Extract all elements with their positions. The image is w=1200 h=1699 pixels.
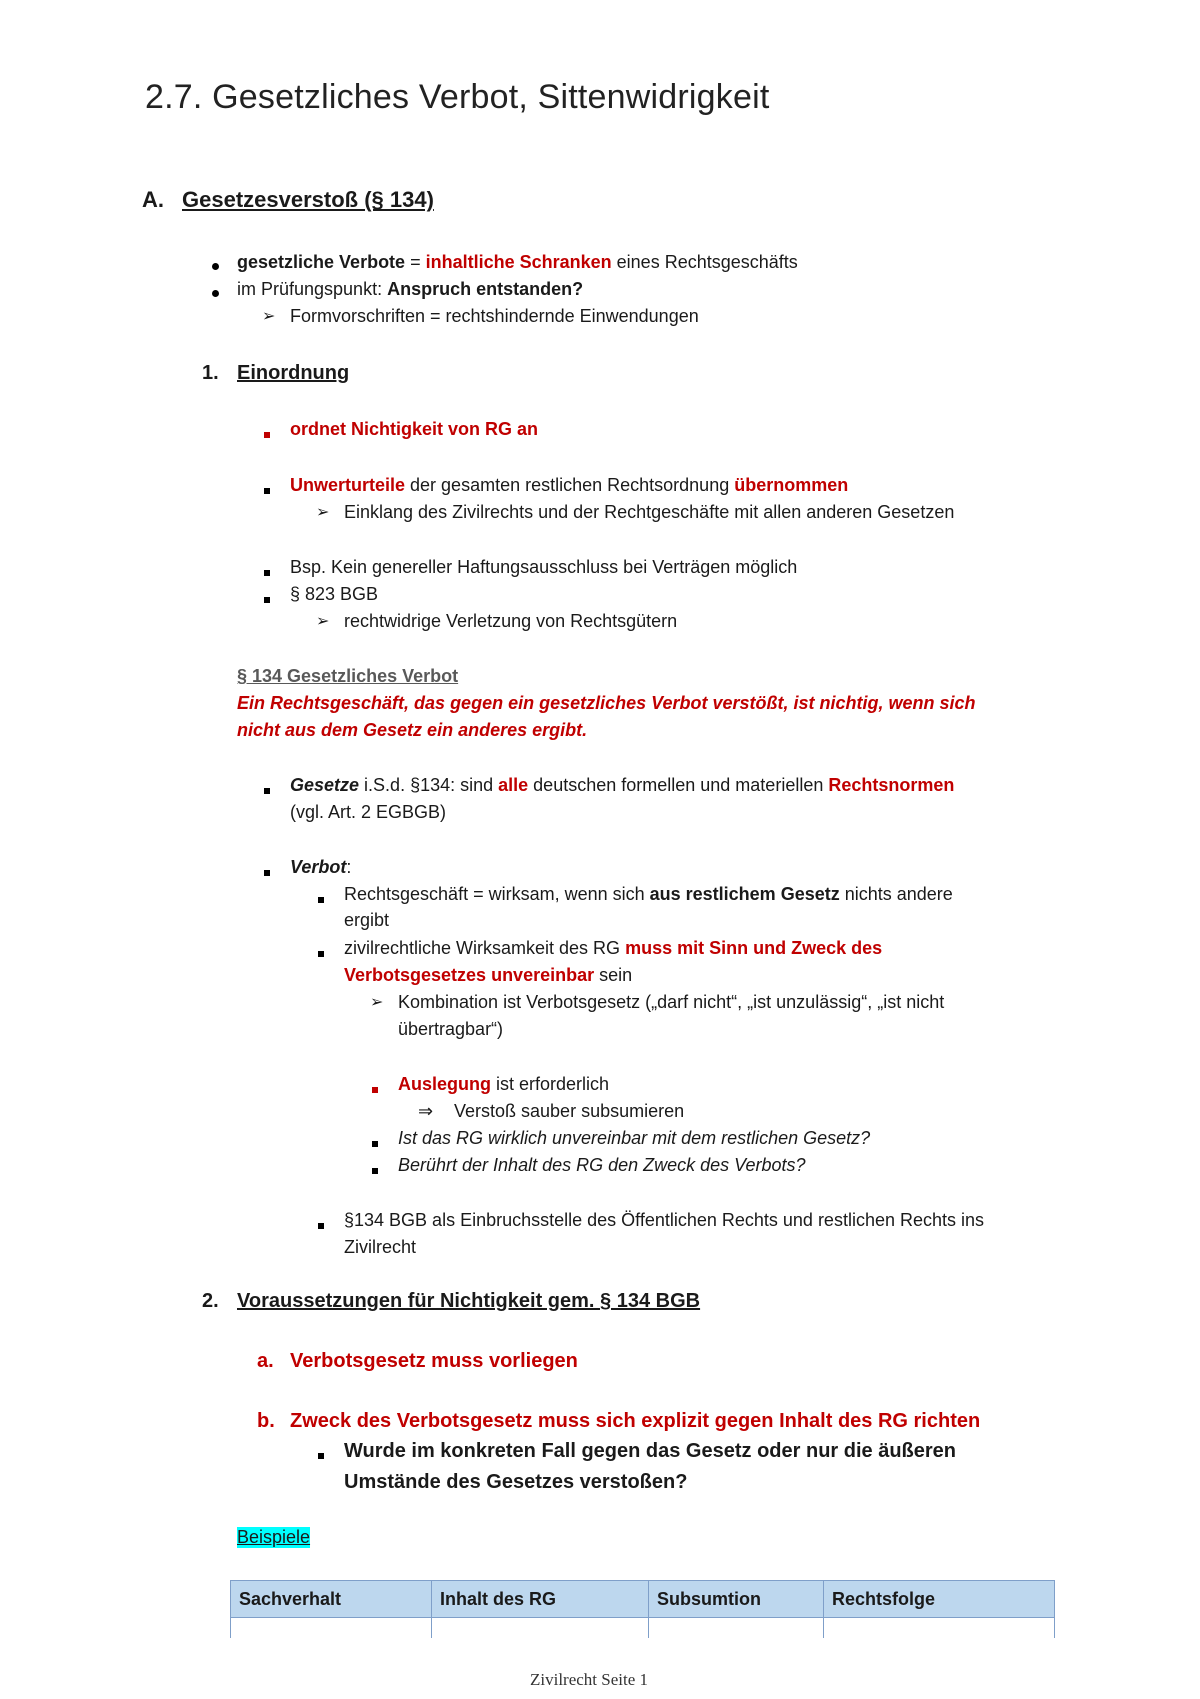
list-item: ordnet Nichtigkeit von RG an [290, 419, 539, 439]
arrow-bullet-icon: ➢ [262, 308, 276, 325]
square-bullet-icon [264, 563, 270, 579]
norm-text-line: Ein Rechtsgeschäft, das gegen ein gesetzliches Verbot verstößt, ist nichtig, wenn sich [237, 693, 976, 713]
table-row [231, 1618, 1055, 1639]
arrow-bullet-icon: ➢ [370, 994, 384, 1011]
bullet-disc-icon [212, 284, 219, 300]
section-a-number: A. [142, 187, 164, 212]
norm-text-line: nicht aus dem Gesetz ein anderes ergibt. [237, 720, 588, 740]
square-bullet-icon [318, 890, 324, 906]
list-item-continuation: übertragbar“) [398, 1019, 504, 1039]
bullet-disc-icon [212, 257, 219, 273]
list-item: Formvorschriften = rechtshindernde Einwendungen [290, 306, 699, 326]
table-cell [432, 1618, 649, 1639]
page-title: 2.7. Gesetzliches Verbot, Sittenwidrigkeit [145, 78, 770, 116]
table-header-cell: Inhalt des RG [432, 1581, 649, 1618]
list-item: Verbot: [290, 857, 352, 877]
section-2-heading: Voraussetzungen für Nichtigkeit gem. § 134 BGB [237, 1290, 701, 1312]
section-a-heading: Gesetzesverstoß (§ 134) [182, 187, 434, 212]
list-item-continuation: Verbotsgesetzes unvereinbar sein [344, 965, 633, 985]
page-footer: Zivilrecht Seite 1 [530, 1670, 649, 1689]
square-bullet-icon [372, 1161, 378, 1177]
square-bullet-icon [318, 944, 324, 960]
table-cell [231, 1618, 432, 1639]
list-item: Rechtsgeschäft = wirksam, wenn sich aus restlichem Gesetz nichts andere [344, 884, 953, 904]
list-item-continuation: ergibt [344, 910, 390, 930]
table-cell [824, 1618, 1055, 1639]
arrow-bullet-icon: ➢ [316, 504, 330, 521]
norm-title: § 134 Gesetzliches Verbot [237, 666, 459, 686]
list-item: Kombination ist Verbotsgesetz („darf nicht“, „ist unzulässig“, „ist nicht [398, 992, 945, 1012]
list-item: Gesetze i.S.d. §134: sind alle deutschen formellen und materiellen Rechtsnormen [290, 775, 955, 795]
list-item: Ist das RG wirklich unvereinbar mit dem restlichen Gesetz? [398, 1128, 871, 1148]
subsection-a-text: Verbotsgesetz muss vorliegen [290, 1350, 578, 1372]
list-item: Bsp. Kein genereller Haftungsausschluss bei Verträgen möglich [290, 557, 798, 577]
list-item: Unwerturteile der gesamten restlichen Rechtsordnung übernommen [290, 475, 849, 495]
arrow-bullet-icon: ➢ [316, 613, 330, 630]
square-bullet-icon [318, 1216, 324, 1232]
subsection-b-number: b. [257, 1410, 275, 1432]
section-2-number: 2. [202, 1290, 219, 1312]
list-item: Auslegung ist erforderlich [398, 1074, 610, 1094]
list-item-continuation: Umstände des Gesetzes verstoßen? [344, 1471, 688, 1493]
subsection-a-number: a. [257, 1350, 274, 1372]
section-1-heading: Einordnung [237, 362, 350, 384]
table-header-row [231, 1581, 1055, 1618]
list-item: §134 BGB als Einbruchsstelle des Öffentlichen Rechts und restlichen Rechts ins [344, 1210, 985, 1230]
list-item: Verstoß sauber subsumieren [454, 1101, 685, 1121]
subsection-b-text: Zweck des Verbotsgesetz muss sich explizit gegen Inhalt des RG richten [290, 1410, 981, 1432]
table-header-cell: Rechtsfolge [824, 1581, 1055, 1618]
list-item: Einklang des Zivilrechts und der Rechtgeschäfte mit allen anderen Gesetzen [344, 502, 955, 522]
square-bullet-icon [318, 1446, 324, 1462]
section-1-number: 1. [202, 362, 219, 384]
list-item: § 823 BGB [290, 584, 379, 604]
list-item: gesetzliche Verbote = inhaltliche Schranken eines Rechtsgeschäfts [237, 252, 798, 272]
square-bullet-icon [264, 781, 270, 797]
examples-table [230, 1580, 1055, 1638]
square-bullet-icon [264, 425, 270, 441]
square-bullet-icon [372, 1080, 378, 1096]
list-item: im Prüfungspunkt: Anspruch entstanden? [237, 279, 584, 299]
list-item-continuation: (vgl. Art. 2 EGBGB) [290, 802, 447, 822]
list-item: rechtwidrige Verletzung von Rechtsgütern [344, 611, 678, 631]
list-item-continuation: Zivilrecht [344, 1237, 417, 1257]
examples-label: Beispiele [237, 1527, 311, 1547]
table-header-cell: Subsumtion [649, 1581, 824, 1618]
square-bullet-icon [372, 1134, 378, 1150]
table-header-cell: Sachverhalt [231, 1581, 432, 1618]
list-item: Wurde im konkreten Fall gegen das Gesetz oder nur die äußeren [344, 1440, 957, 1462]
square-bullet-icon [264, 863, 270, 879]
square-bullet-icon [264, 481, 270, 497]
square-bullet-icon [264, 590, 270, 606]
list-item: zivilrechtliche Wirksamkeit des RG muss mit Sinn und Zweck des [344, 938, 883, 958]
list-item: Berührt der Inhalt des RG den Zweck des Verbots? [398, 1155, 806, 1175]
table-cell [649, 1618, 824, 1639]
implies-arrow-icon: ⇒ [418, 1101, 434, 1121]
